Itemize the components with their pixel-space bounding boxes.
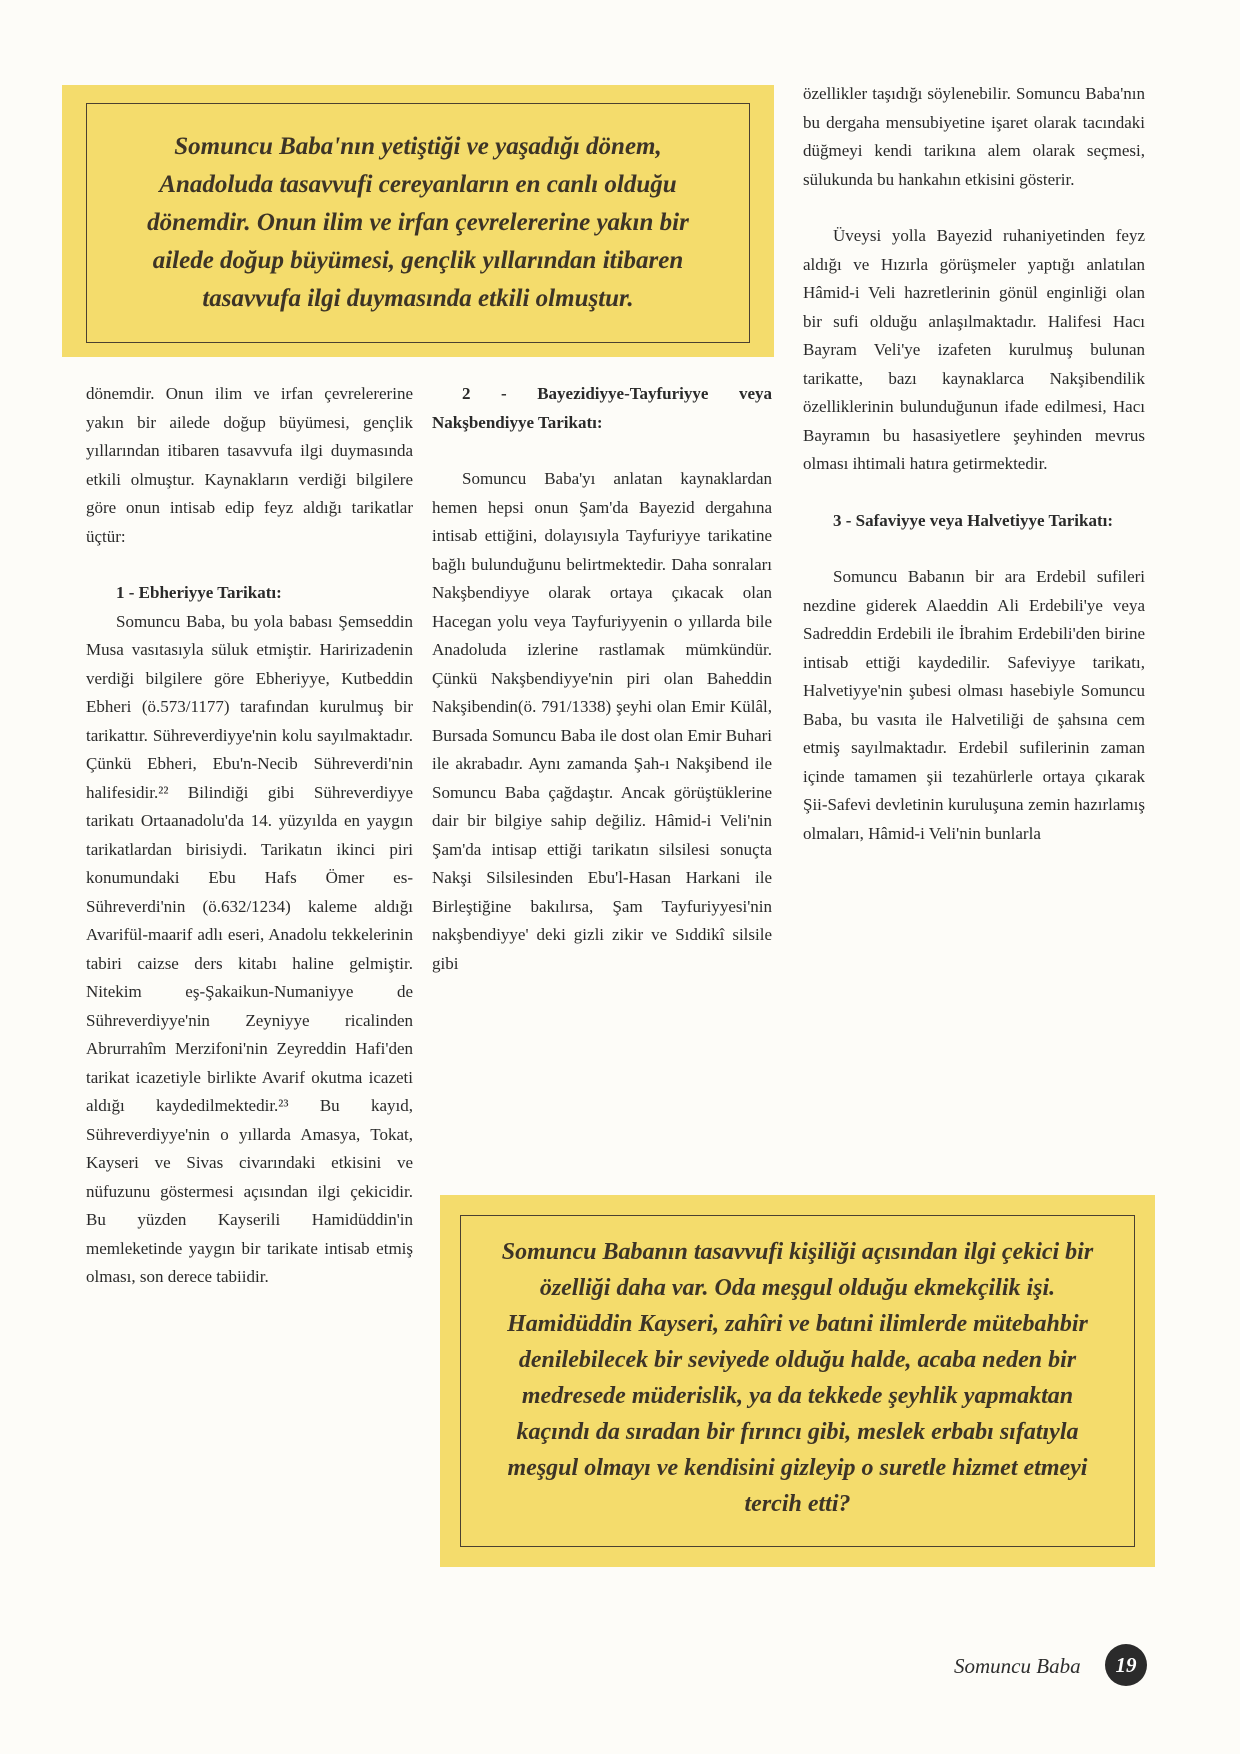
pull-quote-top-box [62,85,774,357]
pull-quote-bottom-box [440,1195,1155,1567]
col1-heading-ebheriyye: 1 - Ebheriyye Tarikatı: [116,583,282,602]
col3-heading-safaviyye: 3 - Safaviyye veya Halvetiyye Tarikatı: [833,510,1114,530]
col3-paragraph: Üveysi yolla Bayezid ruhaniyetinden feyz aldığı ve Hızırla görüşmeler yaptığı anlatılan Hâmid-i Veli hazretlerinin gönül enginliği olan bir sufi olduğu anlaşılmaktadır. Halifesi Hacı Bayram Veli'ye izafeten kurulmuş bulunan tarikatte, bazı kaynaklarca Nakşibendilik özelliklerinin bulunduğunun ifade edilmesi, Hacı Bayramın bu hasasiyetlere şeyhinden mevrus olması ihtimali hatıra getirmektedir. [803,226,1145,473]
col2-paragraph: Somuncu Baba'yı anlatan kaynaklardan hemen hepsi onun Şam'da Bayezid dergahına intisab ettiğini, dolayısıyla Tayfuriyye tarikatine bağlı bulunduğunu belirtmektedir. Daha sonraları Nakşbendiyye olarak ortaya çıkacak olan Hacegan yolu veya Tayfuriyyenin o yıllarda bile Anadoluda izlerine rastlamak mümkündür. Çünkü Nakşbendiyye'nin piri olan Baheddin Nakşibendin(ö. 791/1338) şeyhi olan Emir Külâl, Bursada Somuncu Baba ile dost olan Emir Buhari ile akrabadır. Aynı zamanda Şah-ı Nakşibend ile Somuncu Baba çağdaştır. Ancak görüştüklerine dair bir bilgiye sahip değiliz. Hâmid-i Veli'nin Şam'da intisap ettiği tarikatın silsilesi sonuçta Nakşi Silsilesinden Ebu'l-Hasan Harkani ile Birleştiğine bakılırsa, Şam Tayfuriyyesi'nin nakşbendiyye' deki gizli zikir ve Sıddikî silsile gibi [432,469,772,973]
pull-quote-top: Somuncu Baba'nın yetiştiği ve yaşadığı dönem, Anadoluda tasavvufi cereyanların en canlı olduğu dönemdir. Onun ilim ve irfan çevrelererine yakın bir ailede doğup büyümesi, gençlik yıllarından itibaren tasavvufa ilgi duymasında etkili olmuştur. [147,133,689,312]
pull-quote-top-frame [86,103,750,343]
column-2 [432,380,772,978]
col3-paragraph: özellikler taşıdığı söylenebilir. Somuncu Baba'nın bu dergaha mensubiyetine işaret olarak tacındaki düğmeyi kendi tarikına alem olarak seçmesi, sülukunda bu hankahın etkisini gösterir. [803,84,1145,189]
magazine-name: Somuncu Baba [954,1654,1081,1678]
pull-quote-bottom-frame [460,1215,1135,1547]
col2-heading-bayezidiyye: 2 - Bayezidiyye-Tayfuriyye veya Nakşbendiyye Tarikatı: [432,384,772,432]
page-number: 19 [1105,1644,1147,1686]
column-3 [803,80,1145,848]
col1-paragraph: Somuncu Baba, bu yola babası Şemseddin Musa vasıtasıyla süluk etmiştir. Haririzadenin verdiği bilgilere göre Ebheriyye, Kutbeddin Ebheri (ö.573/1177) tarafından kurulmuş bir tarikattır. Sühreverdiyye'nin kolu sayılmaktadır. Çünkü Ebheri, Ebu'n-Necib Sühreverdi'nin halifesidir.²² Bilindiği gibi Sühreverdiyye tarikatı Ortaanadolu'da 14. yüzyılda en yaygın tarikatlardan birisiydi. Tarikatın ikinci piri konumundaki Ebu Hafs Ömer es-Sühreverdi'nin (ö.632/1234) kaleme aldığı Avarifül-maarif adlı eseri, Anadolu tekkelerinin tabiri caizse ders kitabı haline gelmiştir. Nitekim eş-Şakaikun-Numaniyye de Sühreverdiyye'nin Zeyniyye ricalinden Abrurrahîm Merzifoni'nin Zeyreddin Hafi'den tarikat icazetiyle birlikte Avarif okutma icazeti aldığı kaydedilmektedir.²³ Bu kayıd, Sühreverdiyye'nin o yıllarda Amasya, Tokat, Kayseri ve Sivas civarındaki etkisini ve nüfuzunu göstermesi açısından ilgi çekicidir. Bu yüzden Kayserili Hamidüddin'in memleketinde yaygın bir tarikate intisab etmiş olması, son derece tabiidir. [86,611,413,1286]
pull-quote-bottom: Somuncu Babanın tasavvufi kişiliği açısından ilgi çekici bir özelliği daha var. Oda meşgul olduğu ekmekçilik işi. Hamidüddin Kayseri, zahîri ve batıni ilimlerde mütebahbir denilebilecek bir seviyede olduğu halde, acaba neden bir medresede müderislik, ya da tekkede şeyhlik yapmaktan kaçındı da sıradan bir fırıncı gibi, meslek erbabı sıfatıyla meşgul olmayı ve kendisini gizleyip o suretle hizmet etmeyi tercih etti? [501,1239,1094,1517]
col3-paragraph: Somuncu Babanın bir ara Erdebil sufileri nezdine giderek Alaeddin Ali Erdebili'ye veya Sadreddin Erdebili ile İbrahim Erdebili'den birine intisab ettiği kaydedilir. Safeviyye tarikatı, Halvetiyye'nin şubesi olması hasebiyle Somuncu Baba, bu vasıta ile Halvetiliği de şahsına cem etmiş sayılmaktadır. Erdebil sufilerinin zaman içinde tamamen şii tezahürlerle ortaya çıkarak Şii-Safevi devletinin kuruluşuna zemin hazırlamış olmaları, Hâmid-i Veli'nin bunlarla [803,567,1145,843]
col1-paragraph: dönemdir. Onun ilim ve irfan çevrelererine yakın bir ailede doğup büyümesi, gençlik yıllarından itibaren tasavvufa ilgi duymasında etkili olmuştur. Kaynakların verdiği bilgilere göre onun intisab edip feyz aldığı tarikatlar üçtür: [86,384,413,546]
column-1 [86,380,413,1292]
